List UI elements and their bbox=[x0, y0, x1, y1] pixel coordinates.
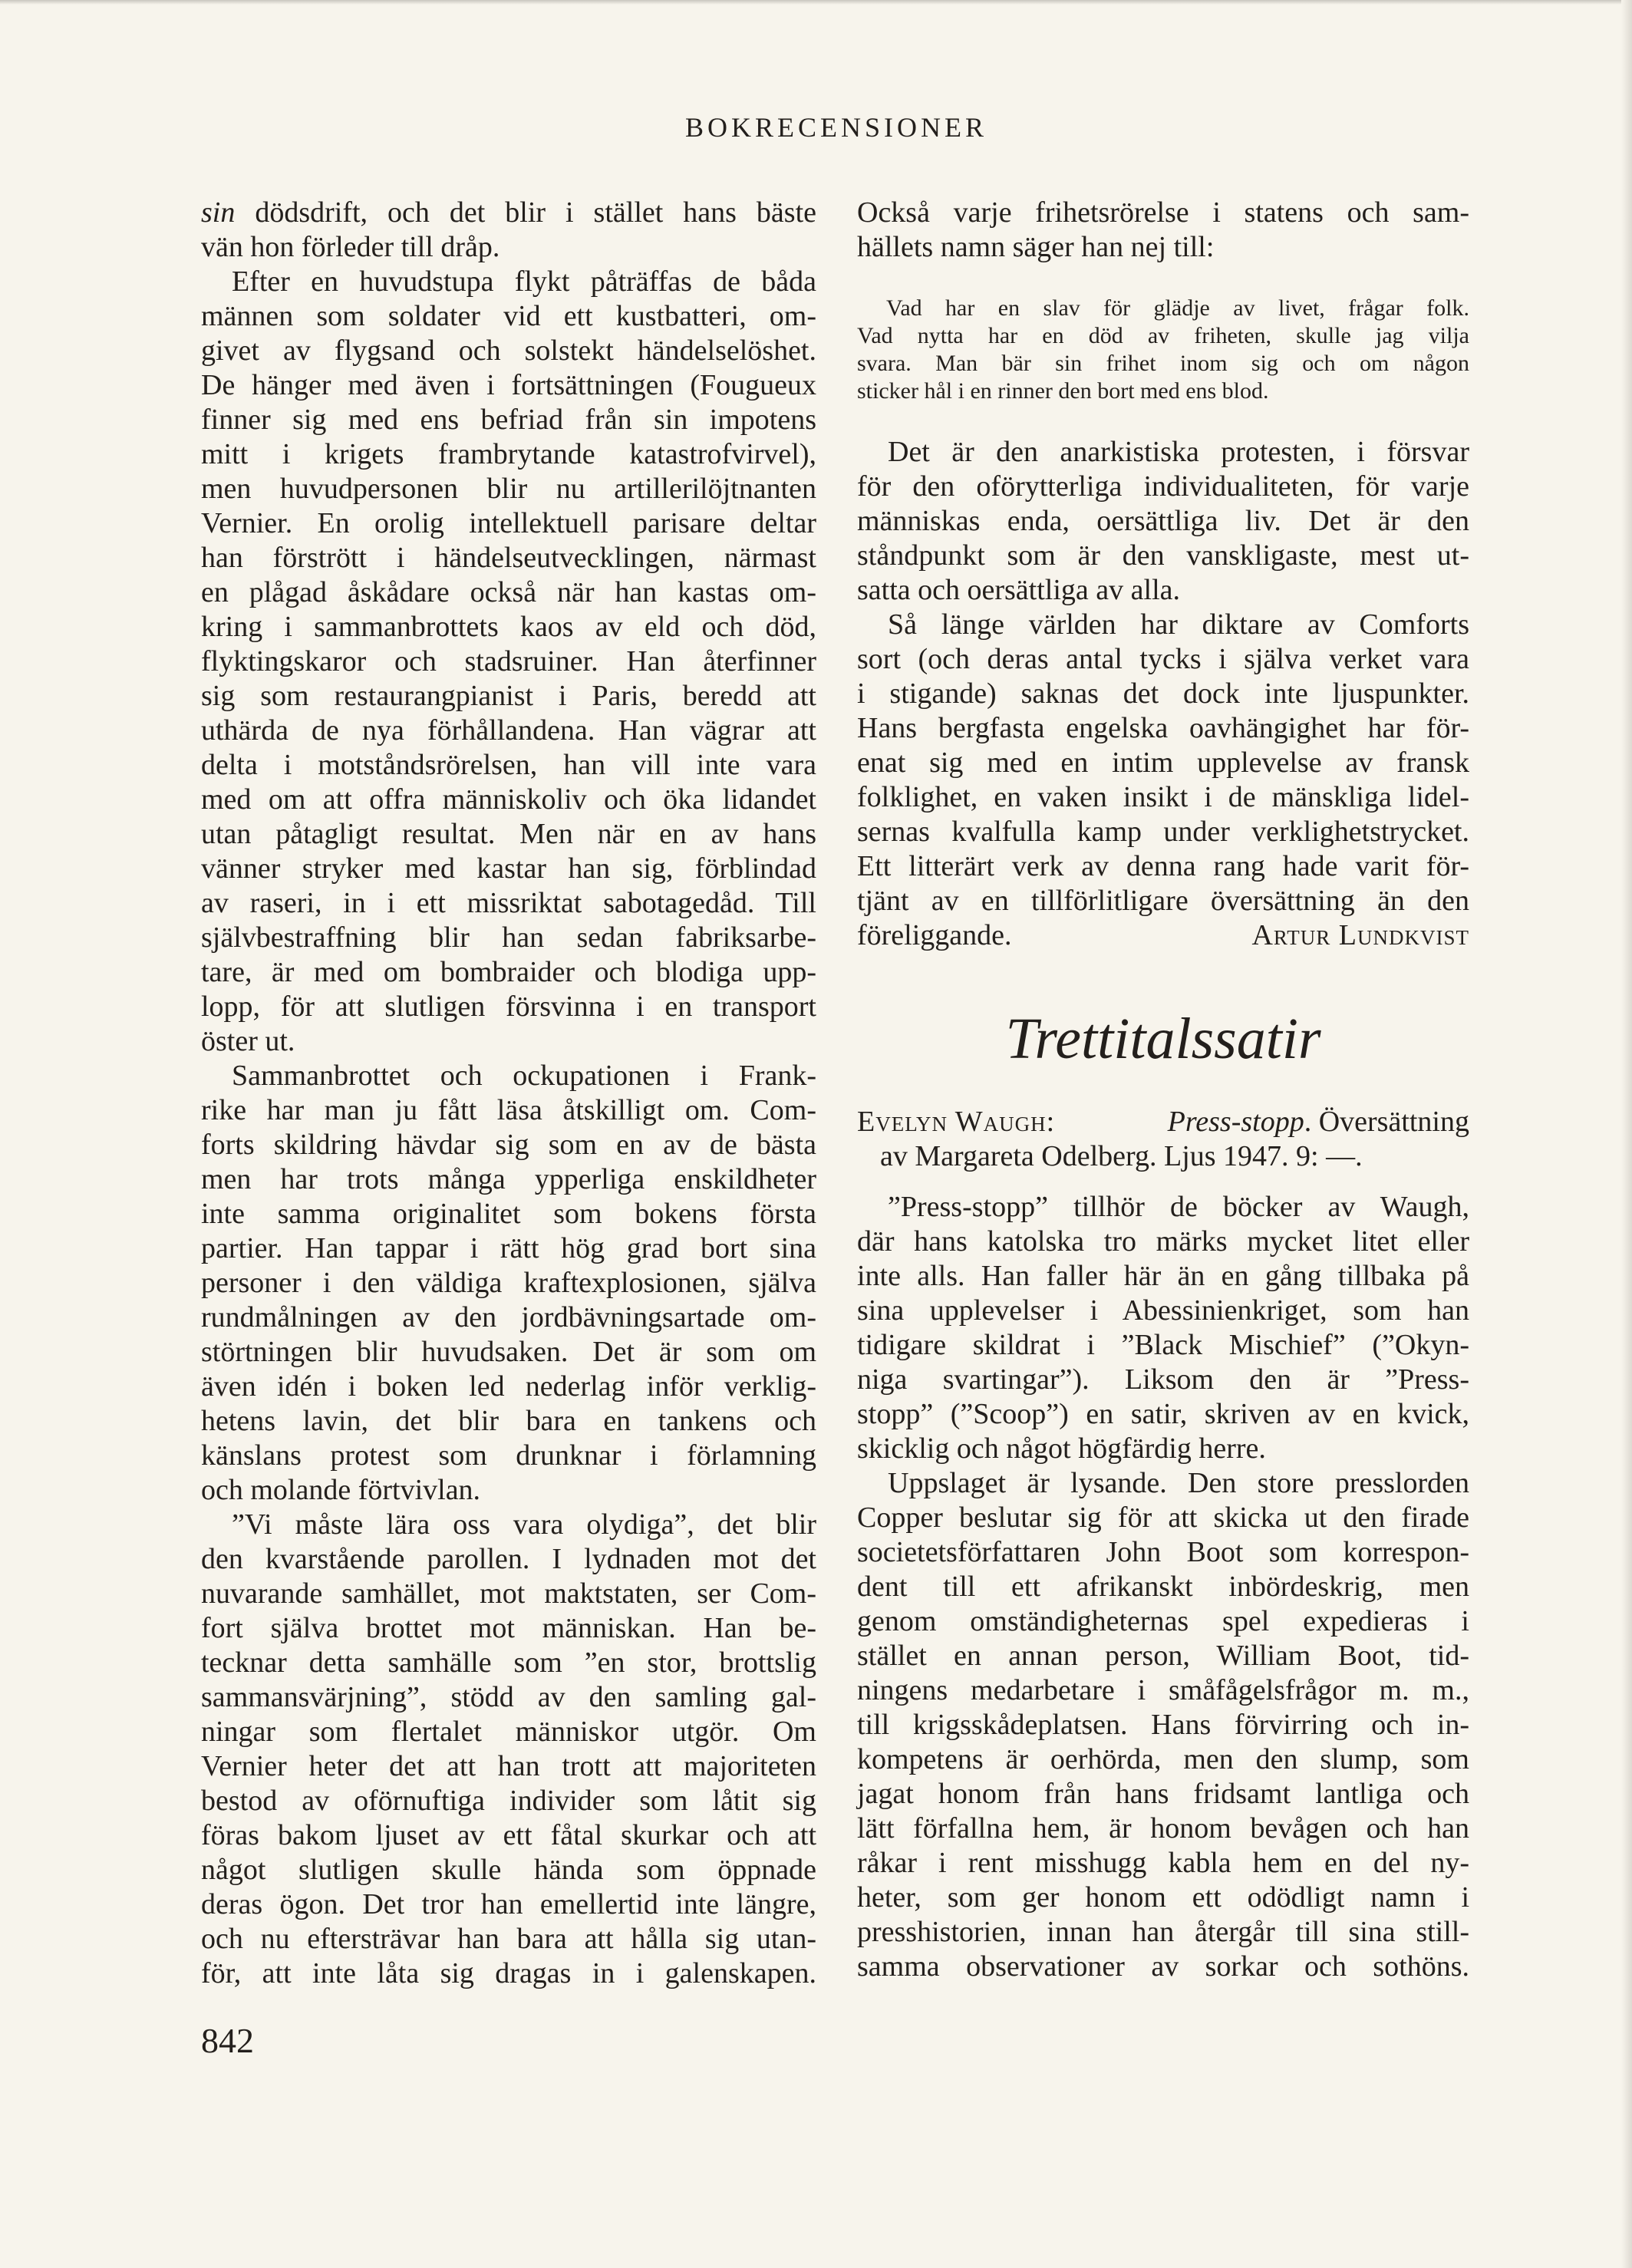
text-line: givet av flygsand och solstekt händelselöshet. bbox=[201, 335, 816, 367]
text-line: stopp” (”Scoop”) en satir, skriven av en kvick, bbox=[857, 1398, 1469, 1430]
text-line: sina upplevelser i Abessinienkriget, som han bbox=[857, 1294, 1469, 1327]
text-line: satta och oersättliga av alla. bbox=[857, 574, 1180, 606]
text-line: rike har man ju fått läsa åtskilligt om. Com- bbox=[201, 1094, 816, 1126]
text-line: samma observationer av sorkar och sothöns. bbox=[857, 1950, 1469, 1983]
text-line: stället en annan person, William Boot, tid- bbox=[857, 1640, 1469, 1672]
continuation-paragraph bbox=[857, 196, 1469, 265]
text-line: utan påtagligt resultat. Men när en av hans bbox=[201, 818, 816, 850]
text-line: han förstrött i händelseutvecklingen, närmast bbox=[201, 542, 816, 574]
text-line: bestod av oförnuftiga individer som låtit sig bbox=[201, 1785, 816, 1817]
text-line: enat sig med en intim upplevelse av fransk bbox=[857, 747, 1469, 779]
text-line: även idén i boken led nederlag inför verklig- bbox=[201, 1370, 816, 1403]
text-line: männen som soldater vid ett kustbatteri, om- bbox=[201, 300, 816, 332]
review-end-line bbox=[857, 918, 1469, 953]
text-line: människas enda, oersättliga liv. Det är den bbox=[857, 505, 1469, 537]
text-fragment: dödsdrift, och det blir i stället hans bäste bbox=[235, 196, 816, 229]
text-line: Uppslaget är lysande. Den store presslorden bbox=[888, 1467, 1469, 1499]
text-line: för den oförytterliga individualiteten, för varje bbox=[857, 470, 1469, 503]
text-line: föras bakom ljuset av ett fåtal skurkar och att bbox=[201, 1819, 816, 1851]
text-line: en plågad åskådare också när han kastas om- bbox=[201, 576, 816, 608]
text-line bbox=[201, 196, 816, 230]
text-line: rundmålningen av den jordbävningsartade om- bbox=[201, 1301, 816, 1333]
left-column bbox=[201, 196, 816, 1991]
text-line: inte samma originalitet som bokens första bbox=[201, 1198, 816, 1230]
text-line: störtningen blir huvudsaken. Det är som om bbox=[201, 1336, 816, 1368]
text-line: Också varje frihetsrörelse i statens och sam- bbox=[857, 196, 1469, 229]
right-paragraphs bbox=[857, 435, 1469, 918]
bibliography-line: av Margareta Odelberg. Ljus 1947. 9: —. bbox=[880, 1140, 1363, 1172]
paragraph bbox=[857, 435, 1469, 608]
text-line: Copper beslutar sig för att skicka ut den firade bbox=[857, 1502, 1469, 1534]
text-line: heter, som ger honom ett odödligt namn i bbox=[857, 1881, 1469, 1914]
text-line: och molande förtvivlan. bbox=[201, 1474, 481, 1506]
text-line: hetens lavin, det blir bara en tankens och bbox=[201, 1405, 816, 1437]
waugh-review-paragraphs bbox=[857, 1190, 1469, 1984]
text-line: dent till ett afrikanskt inbördeskrig, men bbox=[857, 1571, 1469, 1603]
review-signature: Artur Lundkvist bbox=[1251, 919, 1469, 951]
text-line: deras ögon. Det tror han emellertid inte längre, bbox=[201, 1888, 816, 1920]
text-line: Hans bergfasta engelska oavhängighet har för- bbox=[857, 712, 1469, 744]
text-line: niga svartingar”). Liksom den är ”Press- bbox=[857, 1363, 1469, 1396]
text-line: till krigsskådeplatsen. Hans förvirring och in- bbox=[857, 1709, 1469, 1741]
paragraph bbox=[201, 1508, 816, 1991]
text-fragment: . Översättning bbox=[1304, 1106, 1469, 1138]
text-line: vänner stryker med kastar han sig, förblindad bbox=[201, 852, 816, 885]
section-title: Trettitalssatir bbox=[1005, 1007, 1321, 1071]
text-line: fort själva brottet mot människan. Han be- bbox=[201, 1612, 816, 1644]
text-line: mitt i krigets frambrytande katastrofvirvel), bbox=[201, 438, 816, 470]
text-line: sticker hål i en rinner den bort med ens blod. bbox=[857, 378, 1269, 404]
text-line: genom omständigheternas spel expedieras i bbox=[857, 1605, 1469, 1637]
text-line: vän hon förleder till dråp. bbox=[201, 231, 500, 263]
text-line: svara. Man bär sin frihet inom sig och om någon bbox=[857, 351, 1469, 376]
text-line: Så länge världen har diktare av Comforts bbox=[888, 608, 1469, 641]
text-line: lätt förfallna hem, är honom bevågen och han bbox=[857, 1812, 1469, 1844]
paragraph bbox=[201, 1059, 816, 1508]
text-line: flyktingskaror och stadsruiner. Han återfinner bbox=[201, 645, 816, 677]
text-line: men har trots många ypperliga enskildheter bbox=[201, 1163, 816, 1195]
text-line: ”Press-stopp” tillhör de böcker av Waugh, bbox=[888, 1191, 1469, 1223]
text-fragment: : bbox=[1046, 1106, 1055, 1138]
text-line: av raseri, in i ett missriktat sabotagedåd. Till bbox=[201, 887, 816, 919]
text-line: ningar som flertalet människor utgör. Om bbox=[201, 1716, 816, 1748]
text-line: ningens medarbetare i småfågelsfrågor m. m., bbox=[857, 1674, 1469, 1706]
text-line: sort (och deras antal tycks i själva verket vara bbox=[857, 643, 1469, 675]
text-line: sernas kvalfulla kamp under verklighetstrycket. bbox=[857, 816, 1469, 848]
paragraph bbox=[201, 265, 816, 1059]
text-line: självbestraffning blir han sedan fabriksarbe- bbox=[201, 921, 816, 954]
bibliography-line bbox=[857, 1105, 1469, 1139]
text-line: Vad har en slav för glädje av livet, frågar folk. bbox=[886, 295, 1469, 321]
left-paragraphs bbox=[201, 265, 816, 1991]
text-line: Sammanbrottet och ockupationen i Frank- bbox=[232, 1060, 816, 1092]
review-conclusion bbox=[857, 435, 1469, 953]
paragraph-lines bbox=[201, 230, 816, 265]
text-line: råkar i rent misshugg kabla hem en del ny- bbox=[857, 1847, 1469, 1879]
page-number: 842 bbox=[201, 2021, 254, 2060]
book-bibliography bbox=[857, 1105, 1469, 1174]
quote-lines bbox=[857, 295, 1469, 405]
text-line: känslans protest som drunknar i förlamning bbox=[201, 1439, 816, 1472]
paragraph bbox=[201, 196, 816, 265]
text-line: något slutligen skulle hända som öppnade bbox=[201, 1854, 816, 1886]
text-line: där hans katolska tro märks mycket litet eller bbox=[857, 1225, 1469, 1258]
text-line: tecknar detta samhälle som ”en stor, brottslig bbox=[201, 1647, 816, 1679]
text-line: sammansvärjning”, stödd av den samling gal- bbox=[201, 1681, 816, 1713]
text-line: hällets namn säger han nej till: bbox=[857, 231, 1215, 263]
paragraph bbox=[857, 1466, 1469, 1984]
book-title: Press-stopp bbox=[1167, 1106, 1304, 1138]
text-line: personer i den väldiga kraftexplosionen, själva bbox=[201, 1267, 816, 1299]
text-line: för, att inte låta sig dragas in i galenskapen. bbox=[201, 1957, 816, 1989]
text-line: partier. Han tappar i rätt hög grad bort sina bbox=[201, 1232, 816, 1264]
text-line: inte alls. Han faller här än en gång tillbaka på bbox=[857, 1260, 1469, 1292]
text-line: Det är den anarkistiska protesten, i försvar bbox=[888, 436, 1469, 468]
text-line: uthärda de nya förhållandena. Han vägrar att bbox=[201, 714, 816, 747]
text-line: Efter en huvudstupa flykt påträffas de båda bbox=[232, 265, 816, 298]
text-line: kring i sammanbrottets kaos av eld och död, bbox=[201, 611, 816, 643]
paragraph bbox=[857, 608, 1469, 918]
right-column bbox=[857, 196, 1469, 1984]
text-line: De hänger med även i fortsättningen (Fougueux bbox=[201, 369, 816, 401]
text-line: ståndpunkt som är den vanskligaste, mest ut- bbox=[857, 539, 1469, 572]
text-line: finner sig med ens befriad från sin impotens bbox=[201, 404, 816, 436]
running-head: BOKRECENSIONER bbox=[684, 112, 988, 143]
text-line: folklighet, en vaken insikt i de mänskliga lidel- bbox=[857, 781, 1469, 813]
text-line: i stigande) saknas det dock inte ljuspunkter. bbox=[857, 677, 1469, 710]
text-line: Vernier. En orolig intellektuell parisare deltar bbox=[201, 507, 816, 539]
text-line: skicklig och något högfärdig herre. bbox=[857, 1432, 1266, 1465]
text-line: med om att offra människoliv och öka lidandet bbox=[201, 783, 816, 816]
text-line: tare, är med om bombraider och blodiga upp- bbox=[201, 956, 816, 988]
text-line: presshistorien, innan han återgår till sina still- bbox=[857, 1916, 1469, 1948]
text-line: öster ut. bbox=[201, 1025, 295, 1057]
text-line: jagat honom från hans fridsamt lantliga och bbox=[857, 1778, 1469, 1810]
paragraph bbox=[857, 1190, 1469, 1466]
text-fragment: föreliggande. bbox=[857, 919, 1012, 951]
text-line: kompetens är oerhörda, men den slump, som bbox=[857, 1743, 1469, 1775]
text-line: lopp, för att slutligen försvinna i en transport bbox=[201, 991, 816, 1023]
text-line: tjänt av en tillförlitligare översättning än den bbox=[857, 885, 1469, 917]
text-line: delta i motståndsrörelsen, han vill inte vara bbox=[201, 749, 816, 781]
text-line: Ett litterärt verk av denna rang hade varit för- bbox=[857, 850, 1469, 882]
text-line: societetsförfattaren John Boot som korrespon- bbox=[857, 1536, 1469, 1568]
text-line: sig som restaurangpianist i Paris, beredd att bbox=[201, 680, 816, 712]
text-line: nuvarande samhället, mot maktstaten, ser Com- bbox=[201, 1577, 816, 1610]
text-line: forts skildring hävdar sig som en av de bästa bbox=[201, 1129, 816, 1161]
text-line: ”Vi måste lära oss vara olydiga”, det blir bbox=[232, 1508, 816, 1541]
text-line: den kvarstående parollen. I lydnaden mot det bbox=[201, 1543, 816, 1575]
text-line: och nu eftersträvar han bara att hålla sig utan- bbox=[201, 1923, 816, 1955]
scan-edge-right bbox=[1621, 0, 1632, 2268]
book-author: Evelyn Waugh bbox=[857, 1106, 1047, 1138]
scan-edge-top bbox=[0, 0, 1632, 5]
text-line: Vad nytta har en död av friheten, skulle jag vilja bbox=[857, 323, 1469, 348]
italic-word: sin bbox=[201, 196, 236, 229]
text-line: men huvudpersonen blir nu artillerilöjtnanten bbox=[201, 473, 816, 505]
text-line: Vernier heter det att han trott att majoriteten bbox=[201, 1750, 816, 1782]
text-line: tidigare skildrat i ”Black Mischief” (”Okyn- bbox=[857, 1329, 1469, 1361]
block-quote bbox=[857, 295, 1469, 405]
